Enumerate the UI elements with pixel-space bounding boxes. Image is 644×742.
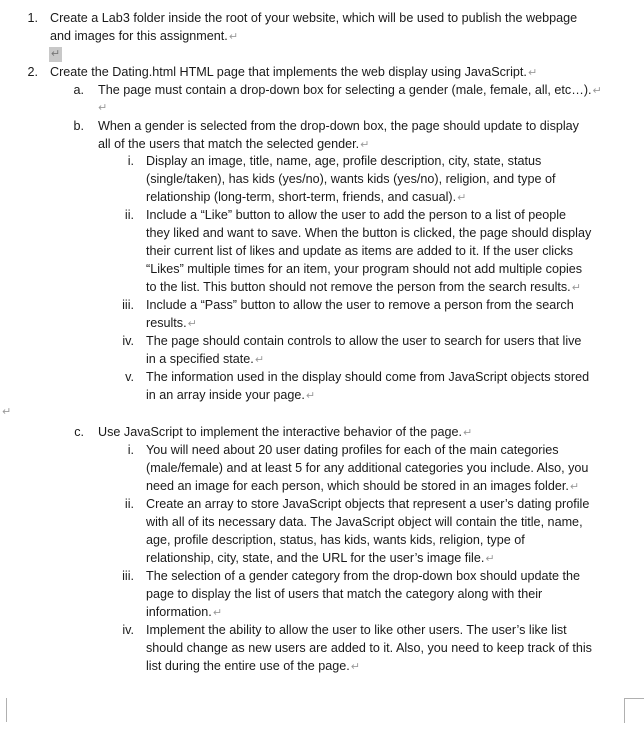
- paragraph-line: (single/taken), has kids (yes/no), wants kids (yes/no), religion, and type of: [146, 172, 556, 186]
- paragraph-line: results.↵: [146, 316, 197, 330]
- paragraph-line: in an array inside your page.↵: [146, 388, 316, 402]
- page-corner-mark: [624, 698, 644, 723]
- paragraph-line: When a gender is selected from the drop-down box, the page should update to display: [98, 119, 579, 133]
- list-marker: 2.: [27, 65, 38, 79]
- list-marker: i.: [127, 443, 134, 457]
- paragraph-line: age, profile description, status, has kids, wants kids, religion, type of: [146, 533, 525, 547]
- paragraph-line: need an image for each person, which should be stored in an images folder.↵: [146, 479, 580, 493]
- paragraph-line: all of the users that match the selected gender.↵: [98, 137, 370, 151]
- paragraph-line: to the list. This button should not remove the person from the search results.↵: [146, 280, 581, 294]
- paragraph-line: The page must contain a drop-down box for selecting a gender (male, female, all, etc…).↵: [98, 83, 602, 97]
- list-marker: i.: [127, 154, 134, 168]
- paragraph-mark-icon: ↵: [360, 139, 370, 151]
- paragraph-mark-icon: ↵: [98, 102, 108, 114]
- paragraph-line: Create an array to store JavaScript objects that represent a user’s dating profile: [146, 497, 590, 511]
- list-marker: ii.: [124, 208, 134, 222]
- paragraph-line: The page should contain controls to allow the user to search for users that live: [146, 334, 582, 348]
- paragraph-mark-icon: ↵: [50, 48, 61, 60]
- paragraph-line: they liked and want to save. When the button is clicked, the page should display: [146, 226, 592, 240]
- list-marker: b.: [73, 119, 84, 133]
- paragraph-line: should change as new users are added to it. Also, you need to keep track of this: [146, 641, 592, 655]
- page-corner-mark: [0, 698, 7, 722]
- paragraph-mark-icon: ↵: [305, 390, 316, 402]
- list-marker: iv.: [122, 623, 134, 637]
- list-marker: ii.: [124, 497, 134, 511]
- paragraph-line: information.↵: [146, 605, 223, 619]
- paragraph-line: and images for this assignment.↵: [50, 29, 239, 43]
- paragraph-line: relationship, city, state, and the URL for the user’s image file.↵: [146, 551, 495, 565]
- list-marker: iii.: [122, 298, 134, 312]
- list-marker: iv.: [122, 334, 134, 348]
- list-marker: c.: [74, 425, 84, 439]
- paragraph-line: The selection of a gender category from the drop-down box should update the: [146, 569, 581, 583]
- paragraph-mark-icon: ↵: [187, 318, 197, 330]
- paragraph-line: in a specified state.↵: [146, 352, 265, 366]
- paragraph-mark-icon: ↵: [592, 85, 602, 97]
- paragraph-mark-icon: ↵: [254, 354, 265, 366]
- paragraph-mark-icon: ↵: [2, 406, 12, 418]
- list-marker: 1.: [27, 11, 38, 25]
- paragraph-mark-icon: ↵: [527, 67, 538, 79]
- paragraph-line: Use JavaScript to implement the interactive behavior of the page.↵: [98, 425, 473, 439]
- paragraph-line: Include a “Like” button to allow the user to add the person to a list of people: [146, 208, 567, 222]
- paragraph-mark-icon: ↵: [485, 553, 495, 565]
- paragraph-line: (male/female) and at least 5 for any additional categories you include. Also, you: [146, 461, 589, 475]
- paragraph-line: their current list of likes and update as items are added to it. If the user clicks: [146, 244, 573, 258]
- list-marker: a.: [73, 83, 84, 97]
- list-marker: v.: [125, 370, 134, 384]
- paragraph-line: “Likes” multiple times for an item, your program should not add multiple copies: [146, 262, 583, 276]
- paragraph-line: relationship (long-term, short-term, friends, and casual).↵: [146, 190, 467, 204]
- paragraph-line: The information used in the display should come from JavaScript objects stored: [146, 370, 590, 384]
- list-marker: iii.: [122, 569, 134, 583]
- paragraph-line: list during the entire use of the page.↵: [146, 659, 360, 673]
- paragraph-line: with all of its necessary data. The JavaScript object will contain the title, name,: [146, 515, 583, 529]
- paragraph-line: You will need about 20 user dating profiles for each of the main categories: [146, 443, 559, 457]
- paragraph-mark-icon: ↵: [350, 661, 360, 673]
- paragraph-mark-icon: ↵: [457, 192, 467, 204]
- paragraph-mark-icon: ↵: [463, 427, 473, 439]
- paragraph-line: Include a “Pass” button to allow the user to remove a person from the search: [146, 298, 574, 312]
- paragraph-mark-icon: ↵: [212, 607, 223, 619]
- paragraph-line: Create the Dating.html HTML page that implements the web display using JavaScript.↵: [50, 65, 538, 79]
- paragraph-mark-icon: ↵: [228, 31, 239, 43]
- paragraph-mark-icon: ↵: [571, 282, 581, 294]
- paragraph-line: Implement the ability to allow the user to like other users. The user’s like list: [146, 623, 567, 637]
- paragraph-line: Create a Lab3 folder inside the root of your website, which will be used to publish the webpage: [50, 11, 578, 25]
- paragraph-mark-icon: ↵: [569, 481, 580, 493]
- paragraph-line: page to display the list of users that match the category along with their: [146, 587, 543, 601]
- paragraph-line: Display an image, title, name, age, profile description, city, state, status: [146, 154, 542, 168]
